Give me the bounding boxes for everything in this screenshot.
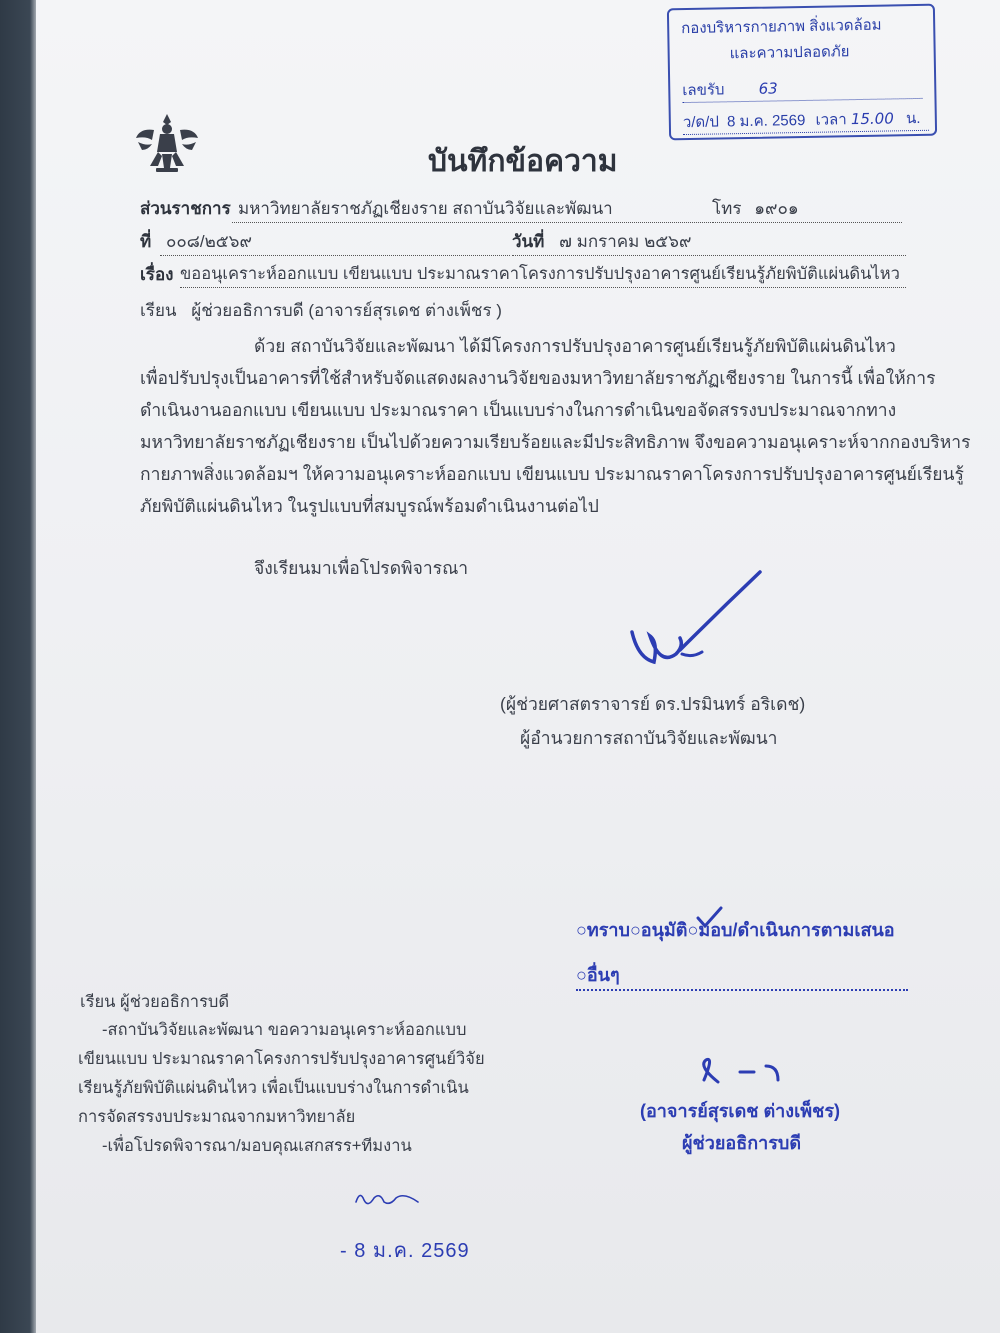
- no-value: ๐๐๘/๒๕๖๙: [160, 228, 510, 256]
- note-date-stamp: - 8 ม.ค. 2569: [340, 1240, 470, 1262]
- initials-signature-icon: [352, 1186, 424, 1208]
- closing-text: จึงเรียนมาเพื่อโปรดพิจารณา: [254, 558, 469, 578]
- stamp-line1: กองบริหารกายภาพ สิ่งแวดล้อม: [681, 16, 882, 38]
- stamp-time-unit: น.: [905, 109, 921, 128]
- garuda-emblem-icon: [134, 110, 200, 176]
- body-line-6: ภัยพิบัติแผ่นดินไหว ในรูปแบบที่สมบูรณ์พร้อมดำเนินงานต่อไป: [140, 496, 599, 516]
- tel-row: [712, 195, 902, 223]
- to-label: เรียน: [140, 301, 177, 320]
- assistant-name: (อาจารย์สุรเดช ต่างเพ็ชร): [640, 1101, 840, 1121]
- receive-stamp: [667, 4, 937, 141]
- decision-other-label: ○อื่นๆ: [576, 965, 620, 985]
- subject-row: [140, 261, 173, 288]
- tel-label: โทร: [712, 199, 742, 218]
- stamp-date-value: 8 ม.ค. 2569: [726, 111, 806, 131]
- stamp-date-row: [683, 106, 929, 135]
- no-row: [140, 228, 151, 255]
- no-label: ที่: [140, 232, 152, 251]
- note-line-3: เรียนรู้ภัยพิบัติแผ่นดินไหว เพื่อเป็นแบบร่างในการดำเนิน: [78, 1079, 469, 1097]
- body-line-1: ด้วย สถาบันวิจัยและพัฒนา ได้มีโครงการปรับปรุงอาคารศูนย์เรียนรู้ภัยพิบัติแผ่นดินไหว: [254, 336, 896, 356]
- decision-options: ○ทราบ○อนุมัติ○มอบ/ดำเนินการตามเสนอ: [576, 920, 895, 940]
- note-to: เรียน ผู้ช่วยอธิการบดี: [80, 993, 230, 1011]
- assistant-signature-icon: [680, 1050, 810, 1100]
- body-line-5: กายภาพสิ่งแวดล้อมฯ ให้ความอนุเคราะห์ออกแบบ เขียนแบบ ประมาณราคาโครงการปรับปรุงอาคารศูนย์เรียนรู้: [140, 464, 964, 484]
- date-value: ๗ มกราคม ๒๕๖๙: [559, 232, 692, 251]
- director-name: (ผู้ช่วยศาสตราจารย์ ดร.ปรมินทร์ อริเดช): [500, 694, 806, 714]
- dept-value: มหาวิทยาลัยราชภัฏเชียงราย สถาบันวิจัยและพัฒนา: [232, 195, 711, 223]
- note-line-1: -สถาบันวิจัยและพัฒนา ขอความอนุเคราะห์ออกแบบ: [102, 1021, 467, 1039]
- stamp-receive-row: [682, 74, 922, 103]
- note-line-5: -เพื่อโปรดพิจารณา/มอบคุณเสกสรร+ทีมงาน: [102, 1137, 412, 1155]
- body-line-2: เพื่อปรับปรุงเป็นอาคารที่ใช้สำหรับจัดแสดงผลงานวิจัยของมหาวิทยาลัยราชภัฏเชียงราย ในการนี้ เพื่อให้การ: [140, 368, 936, 388]
- dept-row: [140, 195, 231, 222]
- decision-other: [576, 960, 908, 991]
- checkmark-icon: [694, 904, 724, 932]
- body-line-4: มหาวิทยาลัยราชภัฏเชียงราย เป็นไปด้วยความเรียบร้อยและมีประสิทธิภาพ จึงขอความอนุเคราะห์จากกองบริหาร: [140, 432, 971, 452]
- subject-value: ขออนุเคราะห์ออกแบบ เขียนแบบ ประมาณราคาโครงการปรับปรุงอาคารศูนย์เรียนรู้ภัยพิบัติแผ่นดินไหว: [180, 261, 906, 288]
- subject-label: เรื่อง: [140, 265, 174, 284]
- memo-title: บันทึกข้อความ: [428, 145, 618, 178]
- stamp-receive-no: 63: [758, 79, 778, 98]
- director-title: ผู้อำนวยการสถาบันวิจัยและพัฒนา: [520, 728, 778, 748]
- stamp-receive-label: เลขรับ: [682, 81, 725, 100]
- date-row: [512, 228, 906, 256]
- to-row: [140, 297, 502, 324]
- stamp-line2: และความปลอดภัย: [729, 43, 850, 63]
- note-line-2: เขียนแบบ ประมาณราคาโครงการปรับปรุงอาคารศูนย์วิจัย: [78, 1050, 485, 1068]
- tel-value: ๑๙๐๑: [754, 199, 799, 218]
- stamp-time-value: 15.00: [850, 109, 894, 129]
- stamp-date-label: ว/ด/ป: [682, 113, 720, 132]
- stamp-time-label: เวลา: [815, 111, 847, 129]
- dept-label: ส่วนราชการ: [140, 199, 231, 218]
- to-value: ผู้ช่วยอธิการบดี (อาจารย์สุรเดช ต่างเพ็ชร ): [191, 301, 502, 320]
- body-line-3: ดำเนินงานออกแบบ เขียนแบบ ประมาณราคา เป็นแบบร่างในการดำเนินขอจัดสรรงบประมาณจากทาง: [140, 400, 897, 420]
- assistant-title: ผู้ช่วยอธิการบดี: [682, 1133, 802, 1153]
- date-label: วันที่: [512, 232, 545, 251]
- director-signature-icon: [620, 570, 770, 680]
- note-line-4: การจัดสรรงบประมาณจากมหาวิทยาลัย: [78, 1108, 356, 1126]
